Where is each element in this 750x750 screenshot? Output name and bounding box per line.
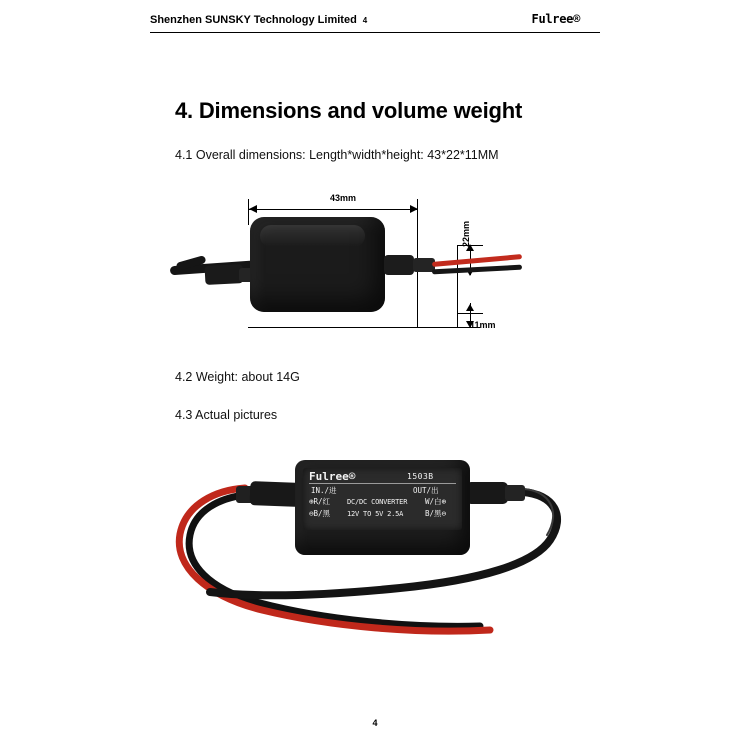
label-output-heading: OUT/出 <box>413 486 439 495</box>
output-connector <box>384 255 414 275</box>
paragraph-actual-pictures: 4.3 Actual pictures <box>175 408 278 422</box>
photo-converter-body <box>295 460 470 555</box>
label-brand: Fulree® <box>309 470 356 483</box>
arrow-up-height-icon <box>466 304 474 311</box>
label-output-positive: W/白⊕ <box>425 497 447 506</box>
photo-output-connector-tip <box>505 485 525 501</box>
label-spec-text: 12V TO 5V 2.5A <box>347 510 404 518</box>
footer-page-number: 4 <box>372 718 378 728</box>
header-row <box>150 12 600 30</box>
page-header <box>150 12 600 38</box>
input-connector <box>205 264 244 285</box>
output-wire-black <box>432 265 522 275</box>
dimension-line-length <box>248 209 418 210</box>
photo-output-connector <box>466 482 508 504</box>
header-divider <box>150 32 600 33</box>
label-model: 1503B <box>407 472 434 481</box>
dimension-line-bottom <box>248 327 480 328</box>
dimension-label-width: 22mm <box>461 220 471 247</box>
header-company-name: Shenzhen SUNSKY Technology Limited <box>150 14 357 26</box>
label-input-negative: ⊖B/黑 <box>309 509 331 518</box>
label-output-negative: B/黑⊖ <box>425 509 447 518</box>
arrow-left-icon <box>249 205 257 213</box>
page-title: 4. Dimensions and volume weight <box>175 98 523 123</box>
label-input-positive: ⊕R/红 <box>309 497 331 506</box>
product-photo-figure <box>150 440 600 670</box>
dimension-drawing-figure <box>170 185 570 360</box>
header-brand: Fulree® <box>531 12 580 26</box>
label-input-heading: IN./进 <box>311 486 337 495</box>
photo-input-connector <box>250 481 301 507</box>
converter-body-illustration <box>250 217 385 312</box>
header-page-number: 4 <box>362 16 368 25</box>
dimension-extension-line-far-right <box>457 245 458 327</box>
label-converter-text: DC/DC CONVERTER <box>347 498 408 506</box>
dimension-label-height: 11mm <box>470 320 496 330</box>
arrow-right-icon <box>410 205 418 213</box>
paragraph-weight: 4.2 Weight: about 14G <box>175 370 300 384</box>
label-divider <box>309 483 456 484</box>
dimension-label-length: 43mm <box>330 193 357 203</box>
product-label <box>303 468 462 530</box>
paragraph-overall-dimensions: 4.1 Overall dimensions: Length*width*height: 43*22*11MM <box>175 148 499 162</box>
